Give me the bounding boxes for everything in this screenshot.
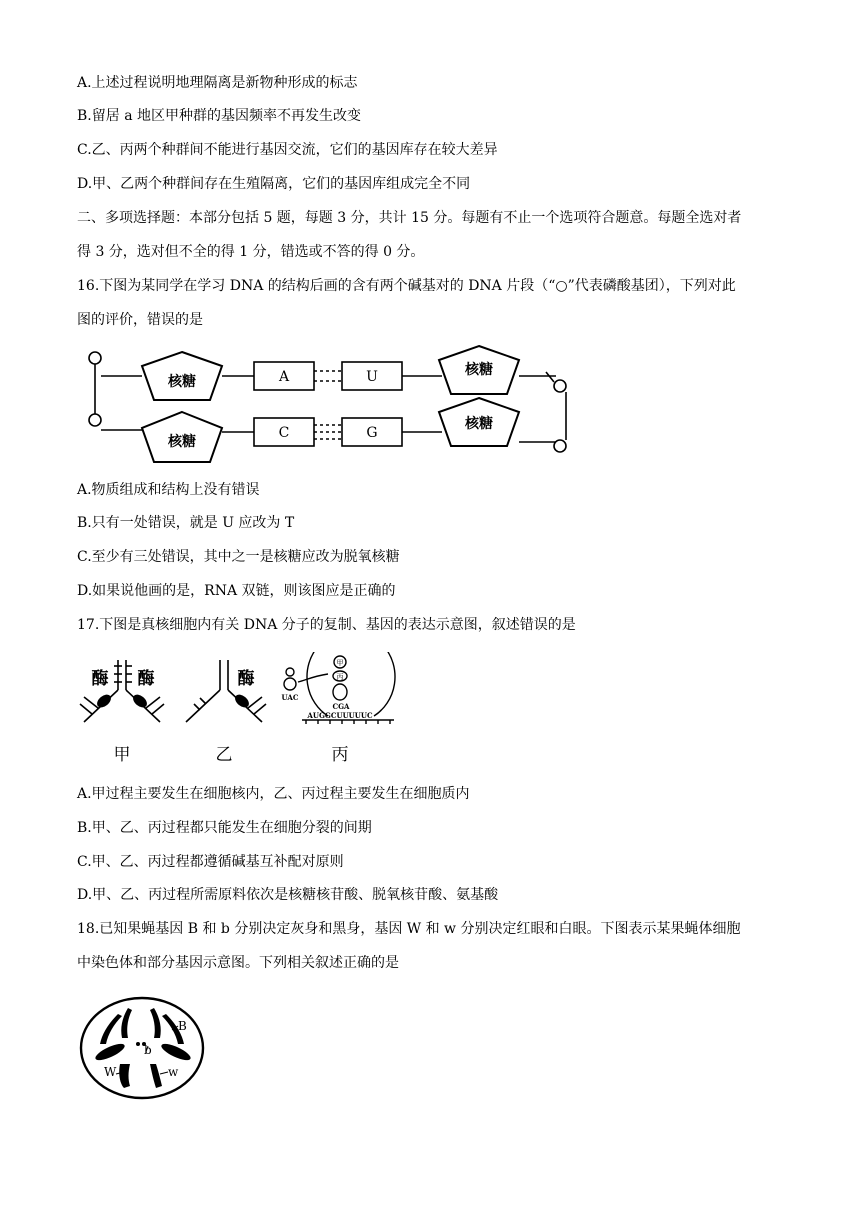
q18-chromosome-figure: [76, 994, 210, 1104]
q16-option-d: D.如果说他画的是，RNA 双链，则该图应是正确的: [77, 583, 396, 599]
bound-trna-anticodon: CGA: [332, 702, 350, 711]
q17-option-a: A.甲过程主要发生在细胞核内，乙、丙过程主要发生在细胞质内: [77, 786, 470, 802]
q16-dna-figure: [82, 338, 582, 474]
q17-replication-expression-figure: [78, 652, 398, 768]
q15-option-d: D.甲、乙两个种群间存在生殖隔离，它们的基因库组成完全不同: [77, 176, 471, 192]
enzyme-label-yi: 酶: [237, 669, 255, 689]
q16-stem-line1: 16.下图为某同学在学习 DNA 的结构后画的含有两个碱基对的 DNA 片段（“○”代表磷酸基团），下列对此: [77, 278, 736, 294]
free-trna-anticodon: UAC: [281, 693, 299, 702]
panel-label-yi: 乙: [215, 745, 233, 765]
gene-label-W: W: [104, 1065, 117, 1079]
q15-option-a: A.上述过程说明地理隔离是新物种形成的标志: [77, 75, 358, 91]
sugar-label-lower-left: 核糖: [168, 434, 196, 450]
panel-label-jia: 甲: [113, 745, 131, 765]
q16-option-c: C.至少有三处错误，其中之一是核糖应改为脱氧核糖: [77, 549, 400, 565]
q17-option-b: B.甲、乙、丙过程都只能发生在细胞分裂的间期: [77, 820, 372, 836]
section2-instructions-line2: 得 3 分，选对但不全的得 1 分，错选或不答的得 0 分。: [77, 244, 425, 260]
q18-stem-line2: 中染色体和部分基因示意图。下列相关叙述正确的是: [77, 955, 399, 971]
q16-stem-line2: 图的评价，错误的是: [77, 312, 203, 328]
base-a: A: [278, 369, 290, 385]
panel-label-bing: 丙: [331, 745, 349, 765]
sugar-label-upper-right: 核糖: [465, 362, 493, 378]
enzyme-label-jia-right: 酶: [137, 669, 155, 689]
ribosome-tag-bing: 丙: [336, 673, 344, 681]
sugar-label-upper-left: 核糖: [168, 374, 196, 390]
ribosome-tag-jia: 甲: [336, 659, 344, 667]
q15-option-b: B.留居 a 地区甲种群的基因频率不再发生改变: [77, 108, 361, 124]
q15-option-c: C.乙、丙两个种群间不能进行基因交流，它们的基因库存在较大差异: [77, 142, 498, 158]
q16-option-b: B.只有一处错误，就是 U 应改为 T: [77, 515, 295, 531]
q16-option-a: A.物质组成和结构上没有错误: [77, 482, 260, 498]
gene-label-b: b: [144, 1043, 152, 1057]
enzyme-label-jia-left: 酶: [91, 669, 109, 689]
sugar-label-lower-right: 核糖: [465, 416, 493, 432]
section2-instructions-line1: 二、多项选择题：本部分包括 5 题，每题 3 分，共计 15 分。每题有不止一个选项符合题意。每题全选对者: [77, 210, 742, 226]
q17-option-c: C.甲、乙、丙过程都遵循碱基互补配对原则: [77, 854, 344, 870]
q17-stem: 17.下图是真核细胞内有关 DNA 分子的复制、基因的表达示意图，叙述错误的是: [77, 617, 576, 633]
gene-label-w: w: [168, 1065, 179, 1079]
q17-option-d: D.甲、乙、丙过程所需原料依次是核糖核苷酸、脱氧核苷酸、氨基酸: [77, 887, 499, 903]
q18-stem-line1: 18.已知果蝇基因 B 和 b 分别决定灰身和黑身，基因 W 和 w 分别决定红眼和白眼。下图表示某果蝇体细胞: [77, 921, 741, 937]
base-g: G: [366, 425, 378, 441]
mrna-sequence: AUGGCUUUUUC: [307, 711, 373, 720]
gene-label-B: B: [178, 1019, 187, 1033]
base-c: C: [278, 425, 290, 441]
base-u: U: [366, 369, 378, 385]
